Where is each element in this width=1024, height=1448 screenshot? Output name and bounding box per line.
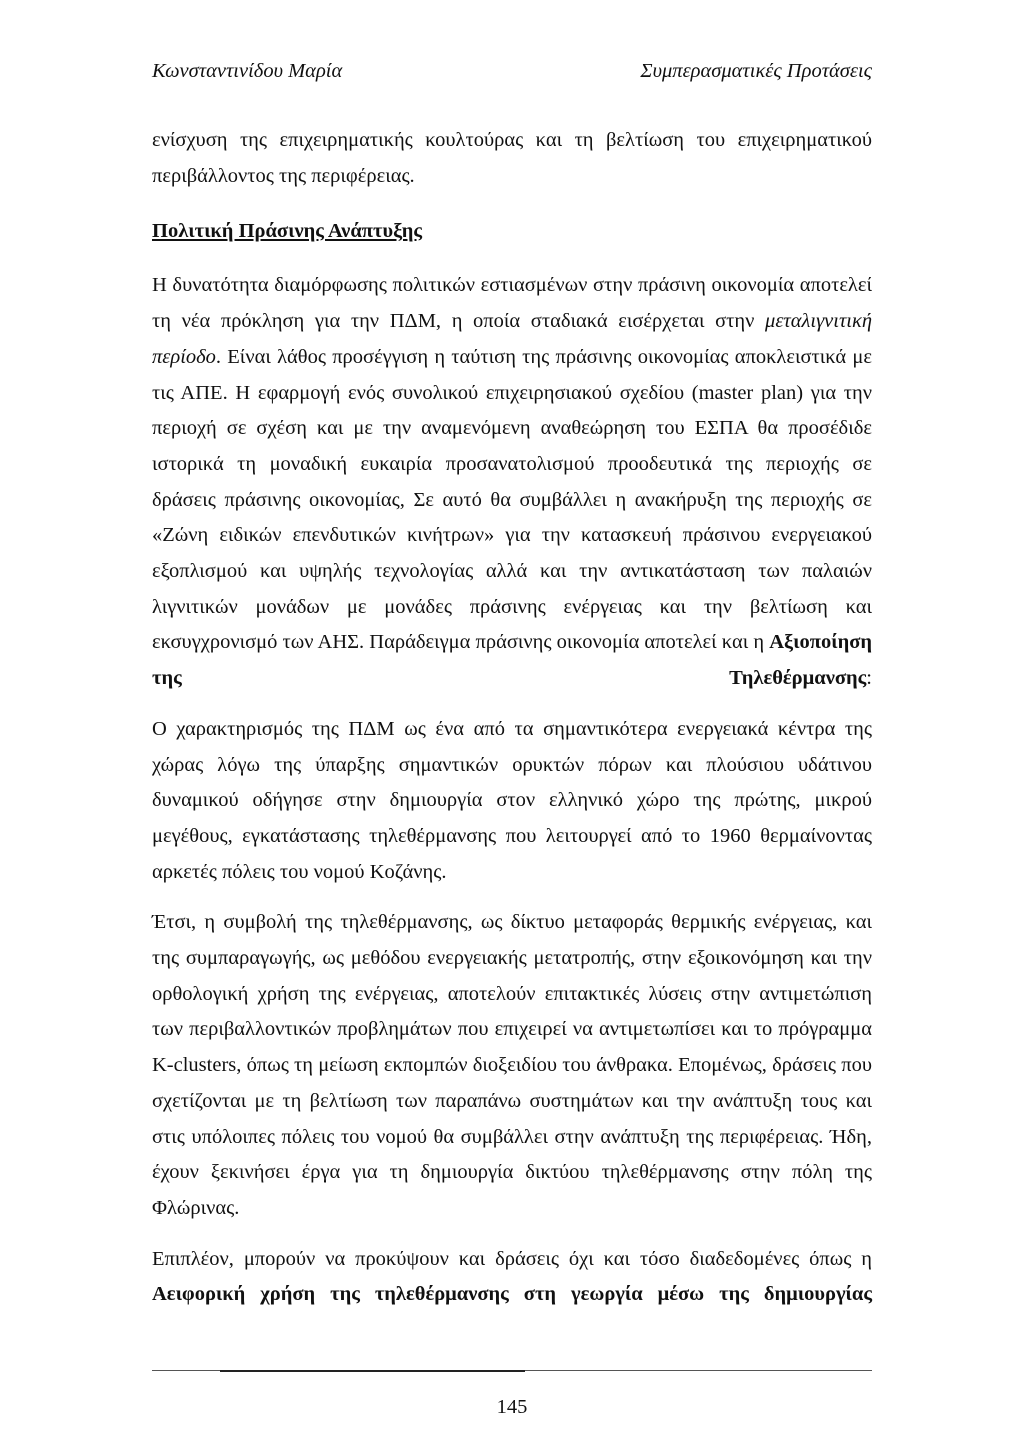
section-heading: Πολιτική Πράσινης Ανάπτυξης	[152, 220, 423, 243]
agriculture-text: Επιπλέον, μπορούν να προκύψουν και δράσεις όχι και τόσο διαδεδομένες όπως η	[152, 1247, 872, 1270]
sustainable-use-term: Αειφορική χρήση της τηλεθέρμανσης στη γεωργία μέσω της δημιουργίας	[152, 1283, 872, 1306]
running-header	[152, 60, 872, 90]
district-heating-term: Αξιοποίηση της Τηλεθέρμανσης	[152, 631, 873, 690]
header-author: Κωνσταντινίδου Μαρία	[152, 60, 343, 82]
page-number: 145	[496, 1396, 528, 1418]
green-policy-text-1: Η δυνατότητα διαμόρφωσης πολιτικών εστιασμένων στην πράσινη οικονομία αποτελεί τη νέα πρόκληση για την ΠΔΜ, η οποία σταδιακά εισέρχεται στην	[152, 274, 872, 333]
green-policy-text-2: . Είναι λάθος προσέγγιση η ταύτιση της πράσινης οικονομίας αποκλειστικά με τις ΑΠΕ. Η εφαρμογή ενός συνολικού επιχειρησιακού σχεδίου (master plan) για την περιοχή σε σχέση και με την αναμενόμενη αναθεώρηση του ΕΣΠΑ θα προσέδιδε ιστορικά τη μοναδική ευκαιρία προσανατολισμού προοδευτικά της περιοχής σε δράσεις πράσινης οικονομίας, Σε αυτό θα συμβάλλει η ανακήρυξη της περιοχής σε «Ζώνη ειδικών επενδυτικών κινήτρων» για την κατασκευή πράσινου ενεργειακού εξοπλισμού και υψηλής τεχνολογίας αλλά και την αντικατάσταση των παλαιών λιγνιτικών μονάδων με μονάδες πράσινης ενέργειας και την βελτίωση και εκσυγχρονισμό των ΑΗΣ. Παράδειγμα πράσινης οικονομία αποτελεί και η	[152, 345, 872, 654]
intro-paragraph: ενίσχυση της επιχειρηματικής κουλτούρας και τη βελτίωση του επιχειρηματικού περιβάλλοντος της περιφέρειας.	[152, 129, 872, 187]
page-body	[152, 123, 872, 1313]
pdm-energy-paragraph: Ο χαρακτηρισμός της ΠΔΜ ως ένα από τα σημαντικότερα ενεργειακά κέντρα της χώρας λόγω της ύπαρξης σημαντικών ορυκτών πόρων και πλούσιου υδάτινου δυναμικού οδήγησε στην δημιουργία στον ελληνικό χώρο της πρώτης, μικρού μεγέθους, εγκατάστασης τηλεθέρμανσης που λειτουργεί από το 1960 θερμαίνοντας αρκετές πόλεις του νομού Κοζάνης.	[152, 717, 872, 883]
green-policy-text-3: :	[866, 667, 872, 690]
agriculture-paragraph	[152, 1242, 872, 1313]
district-heating-paragraph: Έτσι, η συμβολή της τηλεθέρμανσης, ως δίκτυο μεταφοράς θερμικής ενέργειας, και της συμπαραγωγής, ως μεθόδου ενεργειακής μετατροπής, στην εξοικονόμηση και την ορθολογική χρήση της ενέργειας, αποτελούν επιτακτικές λύσεις στην αντιμετώπιση των περιβαλλοντικών προβλημάτων που επιχειρεί να αντιμετωπίσει και το πρόγραμμα K-clusters, όπως τη μείωση εκπομπών διοξειδίου του άνθρακα. Επομένως, δράσεις που σχετίζονται με τη βελτίωση των παραπάνω συστημάτων και την ανάπτυξη τους και στις υπόλοιπες πόλεις του νομού θα συμβάλλει στην ανάπτυξη της περιφέρειας. Ήδη, έχουν ξεκινήσει έργα για τη δημιουργία δικτύου τηλεθέρμανσης στην πόλη της Φλώρινας.	[152, 911, 872, 1219]
post-lignite-period: μεταλιγνιτική περίοδο	[152, 310, 872, 368]
header-chapter: Συμπερασματικές Προτάσεις	[640, 60, 872, 82]
footer-rule	[152, 1370, 872, 1371]
green-policy-paragraph	[152, 268, 872, 696]
footer-rule-accent	[220, 1370, 525, 1372]
